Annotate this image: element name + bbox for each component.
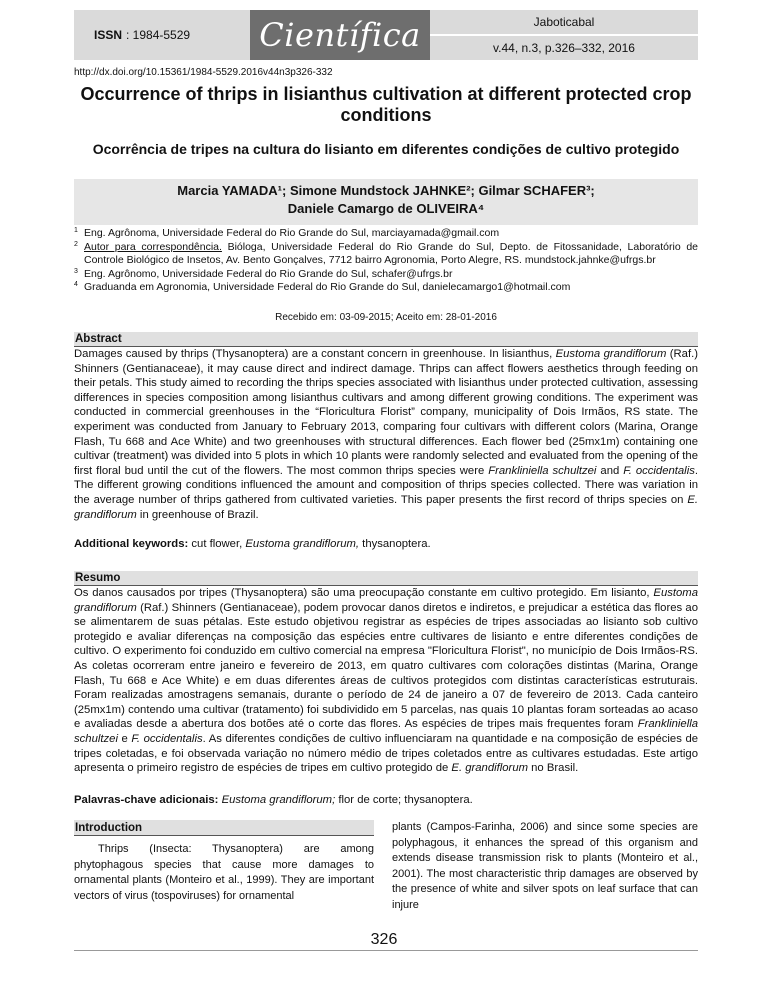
affiliation-4: 4 Graduanda em Agronomia, Universidade Federal do Rio Grande do Sul, danielecamargo1@hotmail.com xyxy=(74,281,571,293)
resumo-heading: Resumo xyxy=(74,571,698,586)
journal-volume: v.44, n.3, p.326–332, 2016 xyxy=(430,34,698,60)
journal-location: Jaboticabal xyxy=(430,10,698,34)
keywords-pt: Palavras-chave adicionais: Eustoma grandiflorum; flor de corte; thysanoptera. xyxy=(74,794,473,806)
issn-label: ISSN xyxy=(94,28,123,42)
article-title: Occurrence of thrips in lisianthus cultivation at different protected crop conditions xyxy=(80,84,692,125)
authors-line-2: Daniele Camargo de OLIVEIRA⁴ xyxy=(287,201,485,216)
affiliation-2: 2 Autor para correspondência. Bióloga, Universidade Federal do Rio Grande do Sul, Depto. de Fitossanidade, Laboratório de Controle Biológico de Insetos, Av. Bento Gonçalves, 7712 bairro Agronomia, Porto Alegre, RS. mundstock.jahnke@ufrgs.br xyxy=(74,240,698,266)
abstract-body: Damages caused by thrips (Thysanoptera) are a constant concern in greenhouse. In lisianthus, Eustoma grandiflorum (Raf.) Shinners (Gentianaceae), it may cause direct and indirect damage. Thrips can affect flowers aesthetics through feeding on their petals. This study aimed to recording the thrips species associated with lisianthus under protected cultivation, assessing differences in species composition among lisianthus cultivars and among different growing conditions. The experiment was conducted in commercial greenhouses in the “Floricultura Florist” company, municipality of Dois Irmãos, RS state. The experiment was conducted from January to February 2013, comparing four cultivars with different colors (Marina, Orange Flash, Tu 668 and Ace White) and two greenhouses with structural differences. Each flower bed (25mx1m) containing one cultivar (treatment) was divided into 5 plots in which 10 plants were randomly selected and evaluated from the opening of the first floral bud until the cut of the flowers. The most common thrips species were Frankliniella schultzei and F. occidentalis. The different growing conditions influenced the amount and composition of thrips species collected. There was variation in the average number of thrips gathered from cultivated varieties. This paper presents the first record of thrips species on E. grandiflorum in greenhouse of Brazil. xyxy=(74,348,698,521)
journal-logo: Científica xyxy=(250,10,430,60)
introduction-text-left: Thrips (Insecta: Thysanoptera) are among phytophagous species that cause more damages to ornamental plants (Monteiro et al., 1999). They are important vectors of virus (tospoviruses) for ornamental xyxy=(74,843,374,902)
footer-divider xyxy=(74,950,698,951)
authors-line-1: Marcia YAMADA¹; Simone Mundstock JAHNKE²; Gilmar SCHAFER³; xyxy=(177,183,595,198)
authors xyxy=(74,179,698,225)
received-dates: Recebido em: 03-09-2015; Aceito em: 28-01-2016 xyxy=(275,312,497,323)
article-title-portuguese: Ocorrência de tripes na cultura do lisianto em diferentes condições de cultivo protegido xyxy=(92,141,680,157)
affiliation-1: 1 Eng. Agrônoma, Universidade Federal do Rio Grande do Sul, marciayamada@gmail.com xyxy=(74,227,500,239)
journal-info xyxy=(430,10,698,60)
issn-value: : 1984-5529 xyxy=(126,28,191,42)
page-number: 326 xyxy=(370,931,398,948)
keywords-en: Additional keywords: cut flower, Eustoma grandiflorum, thysanoptera. xyxy=(74,538,431,550)
issn xyxy=(74,10,250,60)
affiliation-3: 3 Eng. Agrônomo, Universidade Federal do Rio Grande do Sul, schafer@ufrgs.br xyxy=(74,267,453,280)
journal-header xyxy=(74,10,698,60)
introduction-text-right: plants (Campos-Farinha, 2006) and since some species are polyphagous, it enhances the spread of this organism and extends disease transmission risk to plants (Monteiro et al., 2001). The most characteristic thrip damages are observed by the presence of white and silver spots on leaf surface that can injure xyxy=(392,821,698,911)
resumo-body: Os danos causados por tripes (Thysanoptera) são uma preocupação constante em cultivo protegido. Em lisianto, Eustoma grandiflorum (Raf.) Shinners (Gentianaceae), podem provocar danos diretos e indiretos, e prejudicar a estética das flores ao se alimentarem de suas pétalas. Este estudo objetivou registrar as espécies de tripes associadas ao lisianto sob cultivo protegido e avaliar diferenças na composição das espécies entre cultivares de lisianto e entre diferentes condições de cultivo. O experimento foi conduzido em cultivo comercial na empresa "Floricultura Florist", no município de Dois Irmãos-RS. As coletas ocorreram entre janeiro e fevereiro de 2013, em quatro cultivares com colorações distintas (Marina, Orange Flash, Tu 668 e Ace White) e em duas diferentes áreas de cultivos protegidos com distintas características estruturais. Foram realizadas amostragens semanais, durante o período de 24 de janeiro a 07 de fevereiro de 2013. Cada canteiro (25mx1m) contendo uma cultivar (tratamento) foi subdividido em 5 parcelas, nas quais 10 plantas foram sorteadas ao acaso e avaliadas desde a abertura dos botões até o corte das flores. As espécies de tripes mais frequentes foram Frankliniella schultzei e F. occidentalis. As diferentes condições de cultivo influenciaram na quantidade e na composição de espécies de tripes coletadas, e foi observada variação no número médio de tripes coletados entre as cultivares estudadas. Este artigo apresenta o primeiro registro de espécies de tripes em cultivo protegido de E. grandiflorum no Brasil. xyxy=(74,587,699,775)
affiliations xyxy=(74,227,698,295)
corresponding-author-label: Autor para correspondência. xyxy=(84,240,222,253)
doi-link[interactable]: http://dx.doi.org/10.15361/1984-5529.2016v44n3p326-332 xyxy=(74,67,333,78)
introduction-heading: Introduction xyxy=(74,820,374,836)
abstract-heading: Abstract xyxy=(74,332,698,347)
introduction-left-column xyxy=(74,820,374,904)
